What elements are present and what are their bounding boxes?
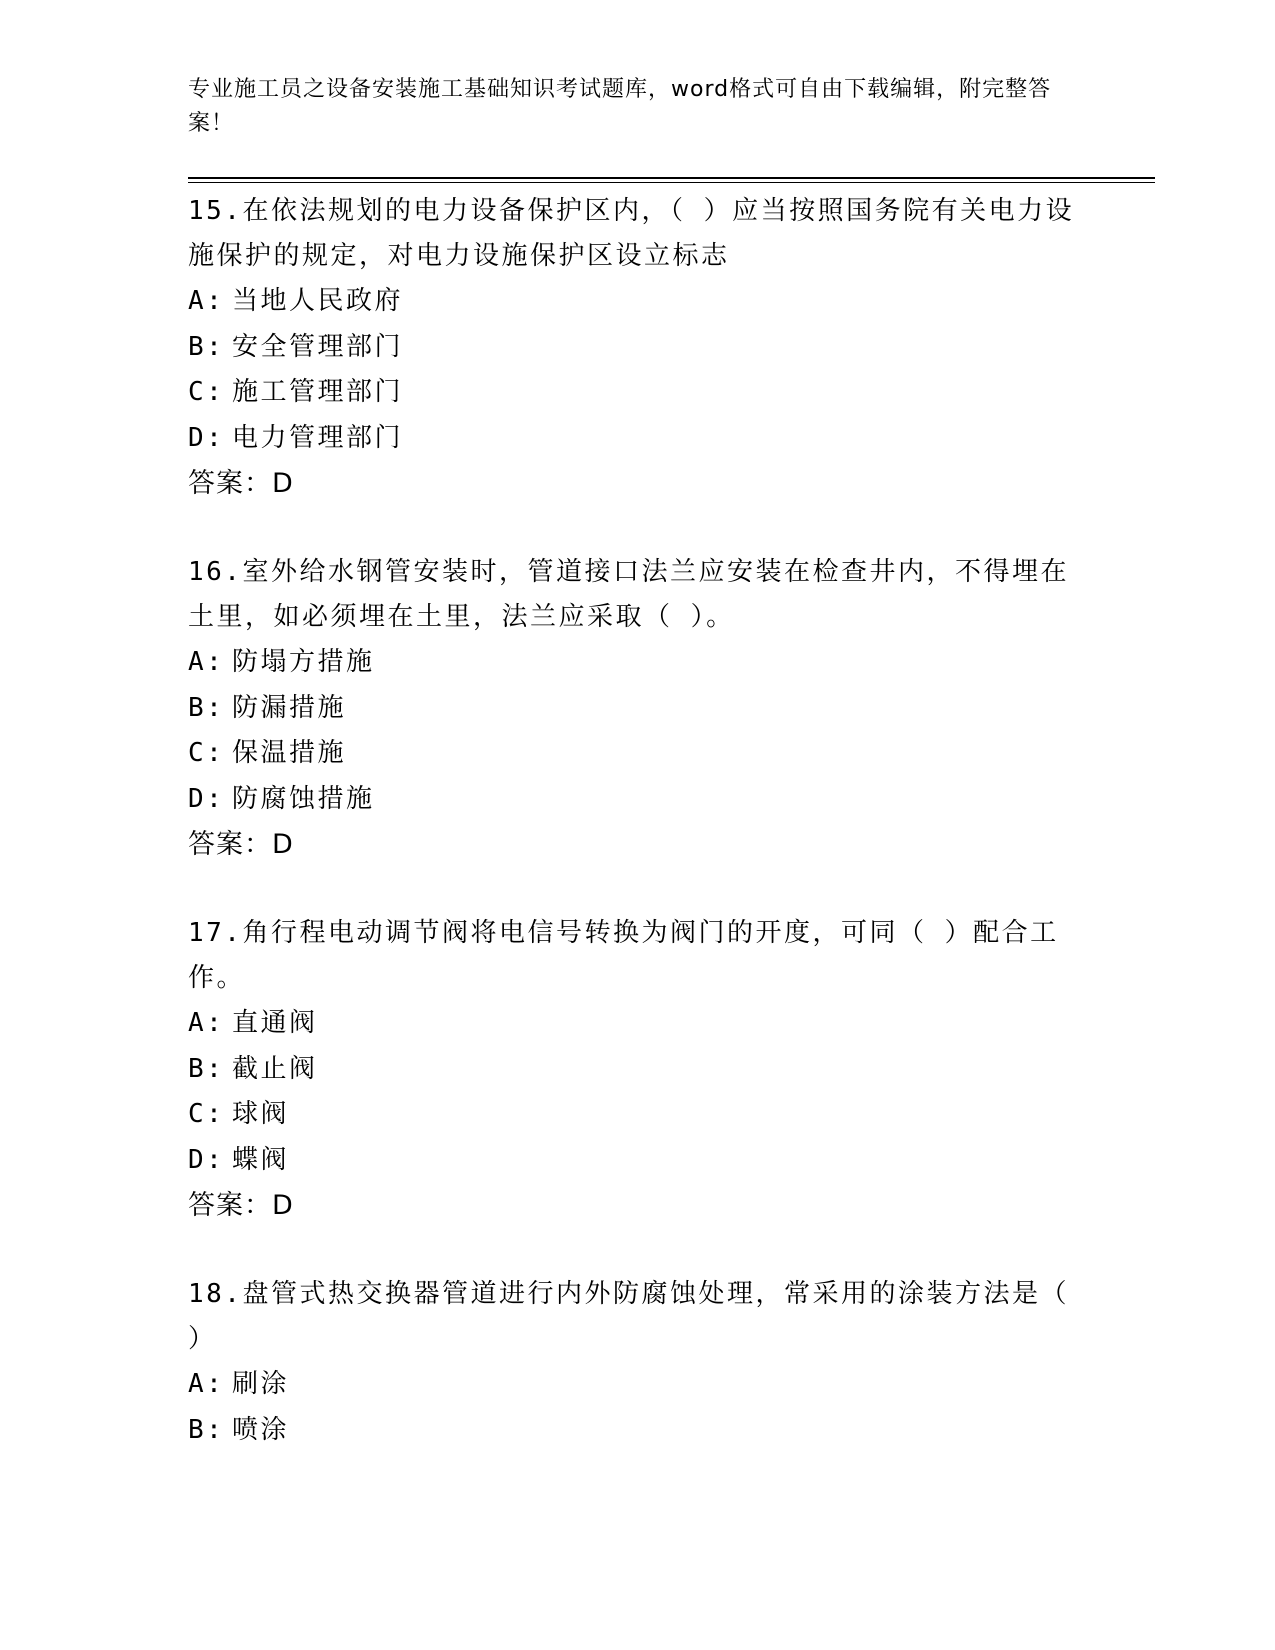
option-letter: A: — [188, 1008, 225, 1038]
option-d — [188, 777, 1088, 823]
option-letter: C: — [188, 377, 225, 407]
question-17 — [188, 911, 1088, 1228]
option-letter: B: — [188, 1053, 225, 1084]
option-letter: A: — [188, 1369, 225, 1399]
option-a — [188, 640, 1088, 686]
option-c — [188, 1092, 1088, 1138]
option-letter: D: — [188, 783, 225, 814]
question-stem: 18.盘管式热交换器管道进行内外防腐蚀处理，常采用的涂装方法是（ ） — [188, 1279, 1069, 1354]
question-list — [188, 189, 1088, 1497]
option-letter: A: — [188, 647, 225, 677]
answer: 答案：D — [188, 829, 294, 860]
option-text: 保温措施 — [232, 738, 347, 768]
header-divider-thick — [188, 177, 1155, 179]
option-d — [188, 416, 1088, 462]
header-divider-thin — [188, 182, 1155, 183]
option-letter: A: — [188, 286, 225, 316]
option-letter: D: — [188, 422, 225, 453]
option-b — [188, 686, 1088, 732]
option-letter: D: — [188, 1144, 225, 1175]
question-16 — [188, 550, 1088, 867]
option-text: 安全管理部门 — [232, 331, 404, 362]
option-text: 直通阀 — [232, 1008, 318, 1038]
option-letter: C: — [188, 738, 225, 768]
option-text: 刷涂 — [232, 1369, 290, 1399]
option-text: 施工管理部门 — [232, 377, 404, 407]
option-letter: B: — [188, 1414, 225, 1445]
option-text: 球阀 — [232, 1099, 290, 1129]
option-letter: B: — [188, 692, 225, 723]
option-text: 防塌方措施 — [232, 647, 375, 677]
option-c — [188, 731, 1088, 777]
option-c — [188, 370, 1088, 416]
option-a — [188, 1001, 1088, 1047]
answer: 答案：D — [188, 468, 294, 499]
option-text: 截止阀 — [232, 1053, 318, 1084]
option-text: 喷涂 — [232, 1414, 290, 1445]
option-a — [188, 1362, 1088, 1408]
option-b — [188, 1408, 1088, 1454]
option-d — [188, 1138, 1088, 1184]
question-stem: 16.室外给水钢管安装时，管道接口法兰应安装在检查井内，不得埋在土里，如必须埋在土里，法兰应采取（ ）。 — [188, 557, 1069, 632]
question-stem: 15.在依法规划的电力设备保护区内，（ ）应当按照国务院有关电力设施保护的规定，对电力设施保护区设立标志 — [188, 196, 1075, 271]
option-a — [188, 279, 1088, 325]
option-text: 电力管理部门 — [232, 422, 404, 453]
option-text: 防漏措施 — [232, 692, 347, 723]
option-b — [188, 325, 1088, 371]
answer: 答案：D — [188, 1190, 294, 1221]
option-text: 当地人民政府 — [232, 286, 404, 316]
option-letter: B: — [188, 331, 225, 362]
question-stem: 17.角行程电动调节阀将电信号转换为阀门的开度，可同（ ）配合工作。 — [188, 918, 1059, 993]
option-text: 防腐蚀措施 — [232, 783, 375, 814]
document-header: 专业施工员之设备安装施工基础知识考试题库，word格式可自由下载编辑，附完整答案！ — [188, 77, 1052, 136]
question-18 — [188, 1272, 1088, 1453]
option-letter: C: — [188, 1099, 225, 1129]
option-text: 蝶阀 — [232, 1144, 290, 1175]
option-b — [188, 1047, 1088, 1093]
question-15 — [188, 189, 1088, 506]
